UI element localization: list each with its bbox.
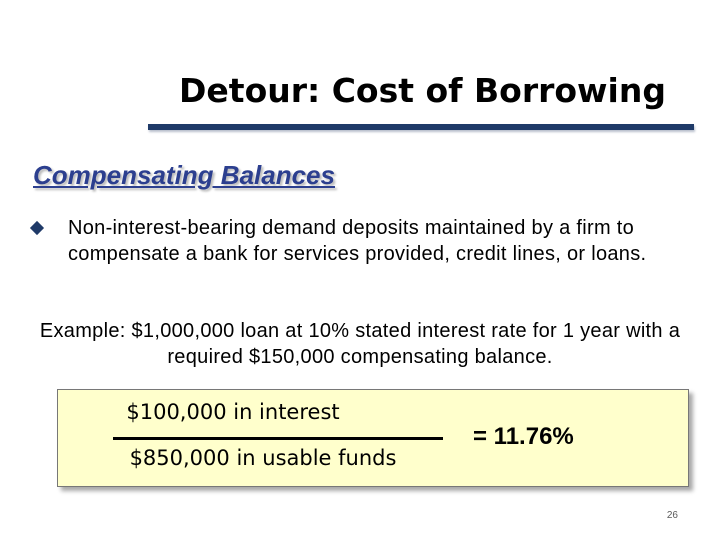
formula-result: = 11.76% <box>473 423 574 450</box>
title-underline <box>148 124 694 130</box>
bullet-text: Non-interest-bearing demand deposits maintained by a firm to compensate a bank for services provided, credit lines, or loans. <box>68 217 647 265</box>
fraction-bar <box>113 437 443 440</box>
formula-numerator: $100,000 in interest <box>126 400 340 424</box>
section-heading: Compensating Balances <box>33 160 335 190</box>
formula-denominator: $850,000 in usable funds <box>129 446 397 470</box>
slide-title: Detour: Cost of Borrowing <box>179 71 666 110</box>
diamond-bullet-icon <box>30 221 44 235</box>
page-number: 26 <box>666 510 678 521</box>
formula-box <box>57 389 689 487</box>
example-text: Example: $1,000,000 loan at 10% stated interest rate for 1 year with a required $150,000 compensating balance. <box>39 320 681 368</box>
